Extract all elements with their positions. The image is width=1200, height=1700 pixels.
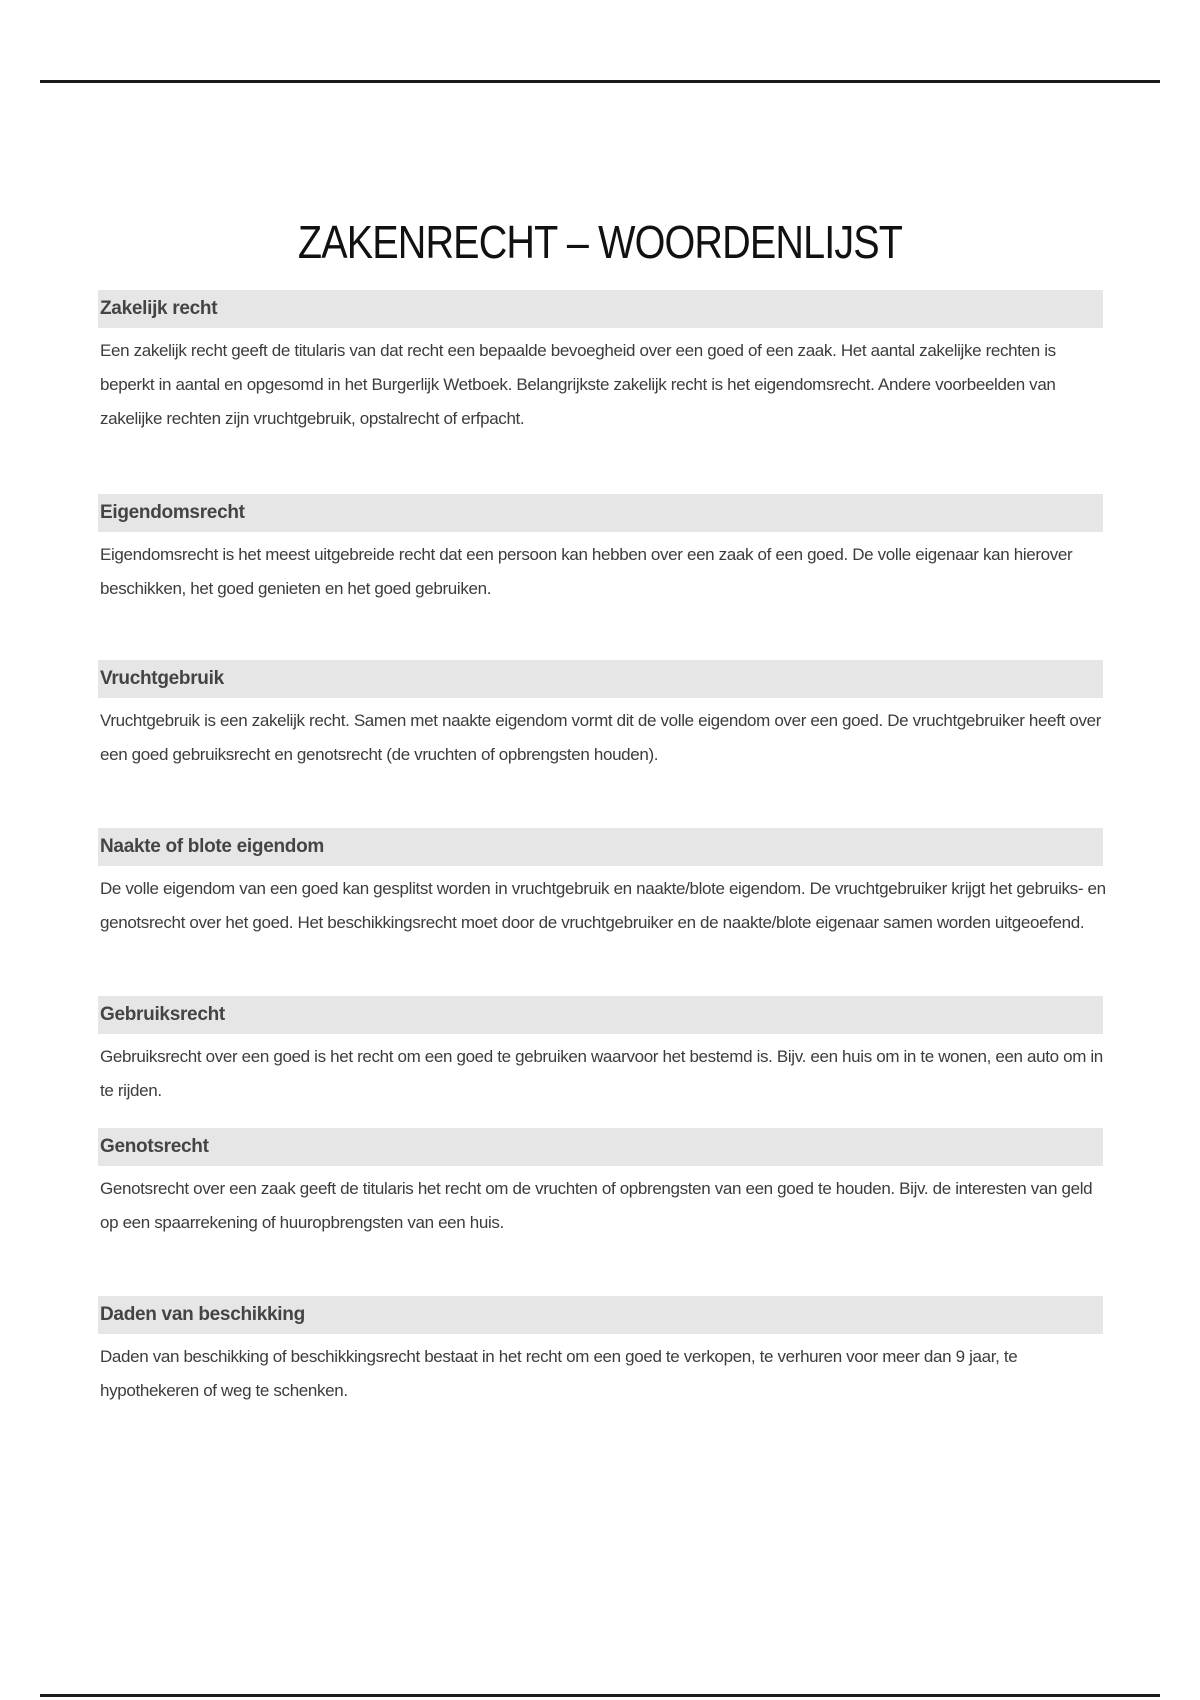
glossary-entry-eigendomsrecht [98,494,1103,606]
page-title: ZAKENRECHT – WOORDENLIJST [297,216,903,268]
glossary-entry-gebruiksrecht [98,996,1103,1108]
glossary-entry-vruchtgebruik [98,660,1103,772]
term-bar [98,1296,1103,1334]
term-definition: Eigendomsrecht is het meest uitgebreide recht dat een persoon kan hebben over een zaak of een goed. De volle eigenaar kan hierover beschikken, het goed genieten en het goed gebruiken. [100,545,1073,598]
term-heading: Naakte of blote eigendom [100,836,325,857]
term-heading: Vruchtgebruik [100,668,224,689]
term-bar [98,660,1103,698]
term-definition: De volle eigendom van een goed kan gesplitst worden in vruchtgebruik en naakte/blote eigendom. De vruchtgebruiker krijgt het gebruiks- en genotsrecht over het goed. Het beschikkingsrecht moet door de vruchtgebruiker en de naakte/blote eigenaar samen worden uitgeoefend. [100,879,1106,932]
glossary-entry-naakte-eigendom [98,828,1106,940]
term-bar [98,996,1103,1034]
term-definition: Daden van beschikking of beschikkingsrecht bestaat in het recht om een goed te verkopen, te verhuren voor meer dan 9 jaar, te hypothekeren of weg te schenken. [100,1347,1018,1400]
term-heading: Eigendomsrecht [100,502,245,523]
term-heading: Zakelijk recht [100,298,218,319]
term-heading: Daden van beschikking [100,1304,305,1325]
bottom-divider [40,1694,1160,1697]
term-bar [98,1128,1103,1166]
term-bar [98,290,1103,328]
top-divider [40,80,1160,83]
term-definition: Een zakelijk recht geeft de titularis van dat recht een bepaalde bevoegheid over een goed of een zaak. Het aantal zakelijke rechten is beperkt in aantal en opgesomd in het Burgerlijk Wetboek. Belangrijkste zakelijk recht is het eigendomsrecht. Andere voorbeelden van zakelijke rechten zijn vruchtgebruik, opstalrecht of erfpacht. [100,341,1056,428]
glossary-entry-zakelijk-recht [98,290,1103,436]
term-bar [98,828,1103,866]
glossary-entry-daden-van-beschikking [98,1296,1103,1408]
glossary-entry-genotsrecht [98,1128,1103,1240]
term-definition: Genotsrecht over een zaak geeft de titularis het recht om de vruchten of opbrengsten van een goed te houden. Bijv. de interesten van geld op een spaarrekening of huuropbrengsten van een huis. [100,1179,1093,1232]
term-definition: Vruchtgebruik is een zakelijk recht. Samen met naakte eigendom vormt dit de volle eigendom over een goed. De vruchtgebruiker heeft over een goed gebruiksrecht en genotsrecht (de vruchten of opbrengsten houden). [100,711,1102,764]
term-heading: Gebruiksrecht [100,1004,225,1025]
term-heading: Genotsrecht [100,1136,209,1157]
term-bar [98,494,1103,532]
term-definition: Gebruiksrecht over een goed is het recht om een goed te gebruiken waarvoor het bestemd is. Bijv. een huis om in te wonen, een auto om in te rijden. [100,1047,1103,1100]
